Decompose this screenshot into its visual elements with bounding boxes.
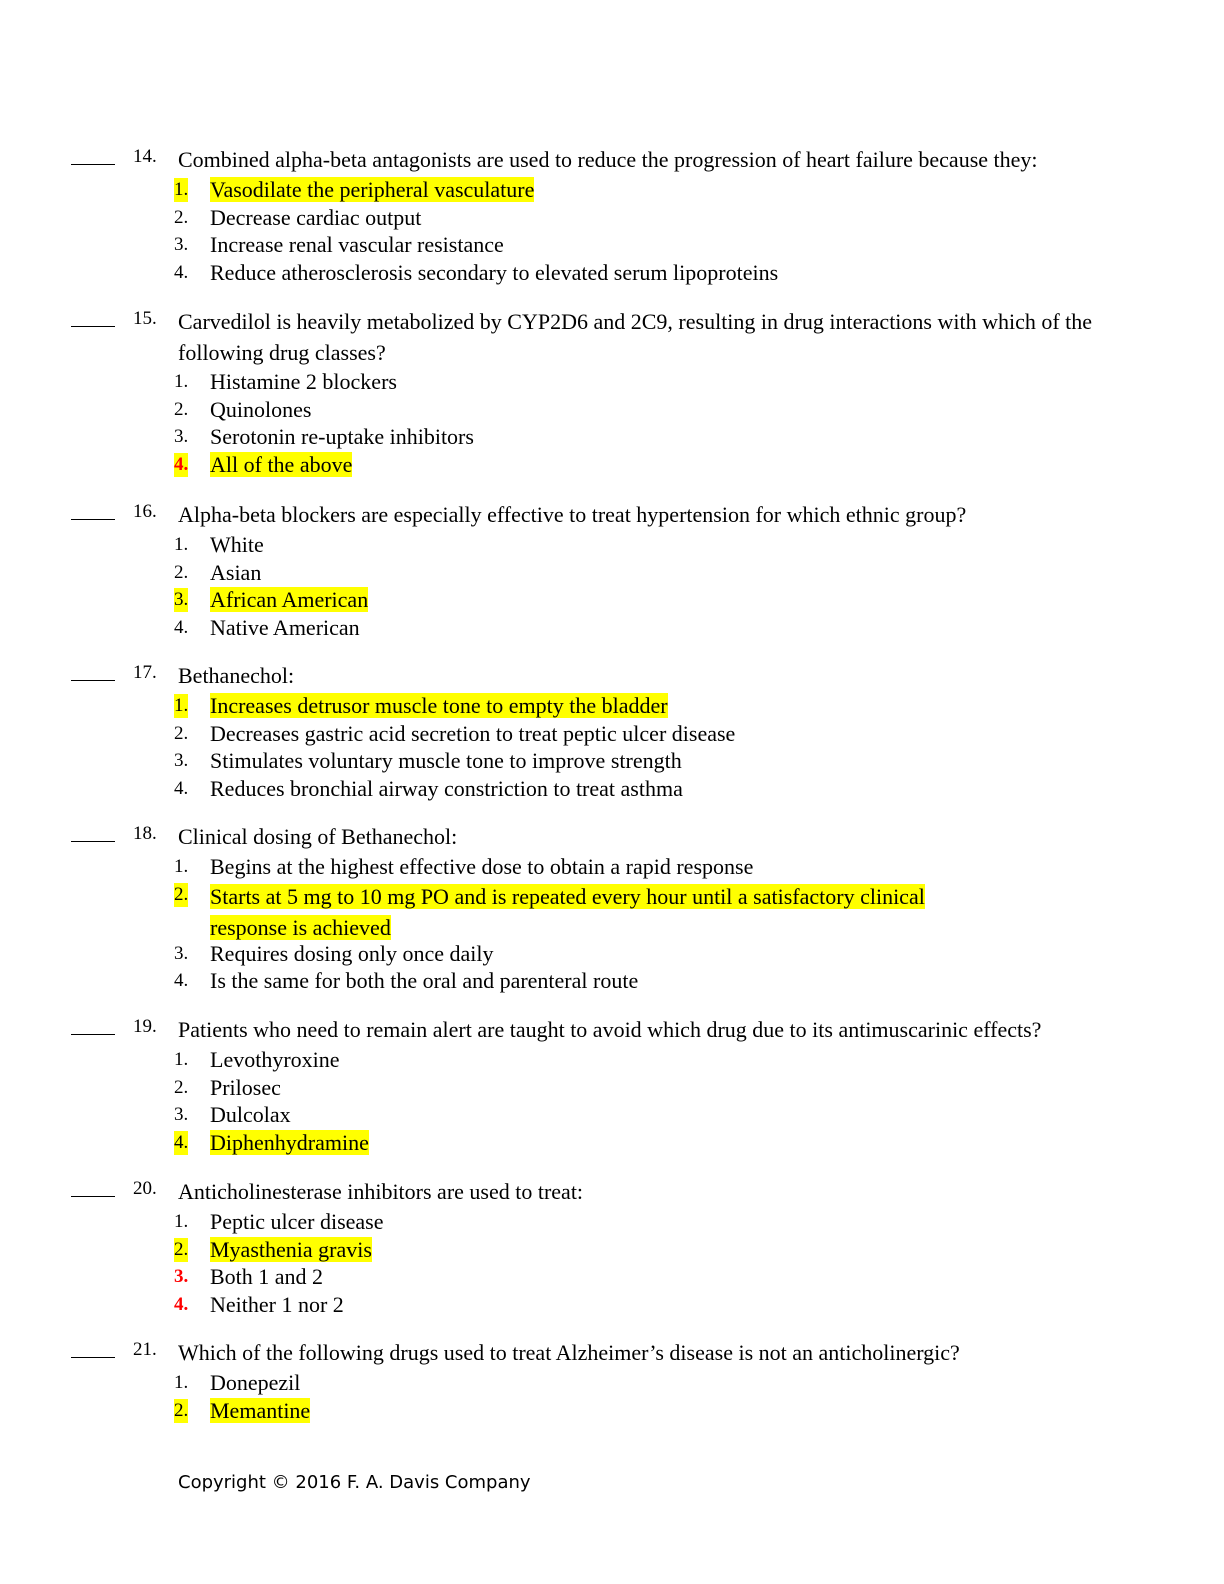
option-number: 2. (174, 1399, 189, 1421)
answer-blank[interactable] (71, 680, 115, 681)
question-number: 15. (133, 308, 157, 329)
question-16 (0, 499, 1224, 641)
option-text: Prilosec (210, 1074, 281, 1100)
option-number: 2. (174, 722, 189, 744)
question-stem: Which of the following drugs used to treat Alzheimer’s disease is not an anticholinergic? (178, 1340, 960, 1365)
question-stem: Combined alpha-beta antagonists are used to reduce the progression of heart failure because they: (178, 147, 1038, 172)
option-4 (0, 1291, 1224, 1319)
option-2 (0, 1397, 1224, 1425)
option-text: Donepezil (210, 1370, 301, 1395)
option-text-line-1: Starts at 5 mg to 10 mg PO and is repeated every hour until a satisfactory clinical (210, 883, 925, 909)
option-text: All of the above (210, 451, 353, 477)
option-text: Peptic ulcer disease (210, 1209, 384, 1234)
option-3 (0, 1263, 1224, 1291)
option-text: Decrease cardiac output (210, 204, 422, 230)
option-text: Dulcolax (210, 1102, 291, 1127)
option-number: 3. (174, 1266, 189, 1287)
option-number: 1. (174, 695, 189, 716)
option-2 (0, 559, 1224, 587)
option-number: 1. (174, 856, 189, 877)
question-stem: Carvedilol is heavily metabolized by CYP2D6 and 2C9, resulting in drug interactions with which of the following drug classes? (178, 309, 1093, 365)
option-number: 4. (174, 1293, 189, 1315)
option-3 (0, 1101, 1224, 1129)
option-text: Increase renal vascular resistance (210, 232, 504, 257)
option-list (0, 531, 1224, 641)
option-text: Is the same for both the oral and parenteral route (210, 968, 639, 993)
option-list (0, 853, 1224, 995)
option-3 (0, 231, 1224, 259)
option-text: Vasodilate the peripheral vasculature (210, 177, 535, 202)
option-number: 4. (174, 970, 189, 991)
option-number: 4. (174, 453, 189, 475)
option-2 (0, 720, 1224, 748)
option-1 (0, 1208, 1224, 1236)
option-4 (0, 1129, 1224, 1157)
question-number: 19. (133, 1016, 157, 1037)
option-text: Asian (210, 559, 262, 585)
option-number: 2. (174, 561, 189, 583)
option-4 (0, 614, 1224, 642)
option-number: 2. (174, 1238, 189, 1260)
option-number: 3. (174, 589, 189, 610)
option-2 (0, 204, 1224, 232)
option-text: Levothyroxine (210, 1047, 340, 1072)
question-number: 16. (133, 501, 157, 522)
question-number: 14. (133, 146, 157, 167)
question-15 (0, 306, 1224, 478)
option-text: Native American (210, 614, 360, 640)
answer-blank[interactable] (71, 326, 115, 327)
option-2 (0, 1236, 1224, 1264)
option-text: Stimulates voluntary muscle tone to improve strength (210, 748, 682, 773)
option-list (0, 1369, 1224, 1424)
option-1 (0, 853, 1224, 881)
question-number: 20. (133, 1178, 157, 1199)
option-list (0, 368, 1224, 478)
option-4 (0, 451, 1224, 479)
option-number: 1. (174, 1372, 189, 1393)
option-number: 4. (174, 777, 189, 799)
option-number: 1. (174, 1049, 189, 1070)
option-text: African American (210, 587, 369, 612)
question-stem: Patients who need to remain alert are taught to avoid which drug due to its antimuscarinic effects? (178, 1017, 1042, 1042)
option-text: Reduces bronchial airway constriction to treat asthma (210, 775, 683, 801)
option-text: Neither 1 nor 2 (210, 1291, 344, 1317)
answer-blank[interactable] (71, 841, 115, 842)
option-number: 2. (174, 1076, 189, 1098)
option-text-line-2: response is achieved (210, 914, 391, 940)
option-number: 2. (174, 398, 189, 420)
option-1 (0, 176, 1224, 204)
option-1 (0, 692, 1224, 720)
option-text: White (210, 532, 264, 557)
option-1 (0, 368, 1224, 396)
option-text: Increases detrusor muscle tone to empty the bladder (210, 693, 668, 718)
question-20 (0, 1176, 1224, 1318)
option-number: 4. (174, 1131, 189, 1153)
question-stem: Alpha-beta blockers are especially effective to treat hypertension for which ethnic group? (178, 502, 967, 527)
option-list (0, 692, 1224, 802)
option-number: 1. (174, 371, 189, 392)
question-19 (0, 1014, 1224, 1156)
option-1 (0, 1046, 1224, 1074)
option-list (0, 1208, 1224, 1318)
option-text: Reduce atherosclerosis secondary to elevated serum lipoproteins (210, 259, 779, 285)
question-stem: Clinical dosing of Bethanechol: (178, 824, 458, 849)
option-text: Requires dosing only once daily (210, 940, 494, 966)
option-number: 1. (174, 179, 189, 200)
option-text: Decreases gastric acid secretion to treat peptic ulcer disease (210, 720, 736, 746)
option-3 (0, 940, 1224, 968)
option-4 (0, 967, 1224, 995)
option-text: Serotonin re-uptake inhibitors (210, 424, 474, 449)
option-list (0, 176, 1224, 286)
answer-blank[interactable] (71, 519, 115, 520)
option-number: 2. (174, 206, 189, 228)
option-number: 3. (174, 1104, 189, 1125)
option-3 (0, 423, 1224, 451)
question-stem: Bethanechol: (178, 663, 295, 688)
answer-blank[interactable] (71, 1196, 115, 1197)
option-number: 3. (174, 426, 189, 447)
option-text: Memantine (210, 1397, 311, 1423)
question-stem: Anticholinesterase inhibitors are used to treat: (178, 1179, 584, 1204)
option-3 (0, 586, 1224, 614)
option-1 (0, 1369, 1224, 1397)
option-2 (0, 1074, 1224, 1102)
answer-blank[interactable] (71, 1034, 115, 1035)
question-21 (0, 1337, 1224, 1424)
option-number: 4. (174, 261, 189, 283)
option-number: 1. (174, 1211, 189, 1232)
option-text: Both 1 and 2 (210, 1264, 324, 1289)
option-text: Diphenhydramine (210, 1129, 369, 1155)
option-text: Begins at the highest effective dose to obtain a rapid response (210, 854, 754, 879)
question-number: 21. (133, 1339, 157, 1360)
option-number: 3. (174, 942, 189, 964)
option-number: 4. (174, 616, 189, 638)
option-3 (0, 747, 1224, 775)
option-2 (0, 881, 1224, 940)
option-4 (0, 259, 1224, 287)
question-18 (0, 821, 1224, 995)
question-number: 17. (133, 662, 157, 683)
option-text: Quinolones (210, 396, 312, 422)
option-number: 2. (174, 883, 189, 905)
option-2 (0, 396, 1224, 424)
option-1 (0, 531, 1224, 559)
option-text: Histamine 2 blockers (210, 369, 397, 394)
question-14 (0, 144, 1224, 286)
option-number: 3. (174, 234, 189, 255)
answer-blank[interactable] (71, 164, 115, 165)
answer-blank[interactable] (71, 1357, 115, 1358)
option-list (0, 1046, 1224, 1156)
option-4 (0, 775, 1224, 803)
option-number: 3. (174, 750, 189, 771)
question-number: 18. (133, 823, 157, 844)
option-number: 1. (174, 534, 189, 555)
option-text: Myasthenia gravis (210, 1236, 372, 1262)
question-17 (0, 660, 1224, 802)
copyright-footer: Copyright © 2016 F. A. Davis Company (178, 1472, 531, 1493)
